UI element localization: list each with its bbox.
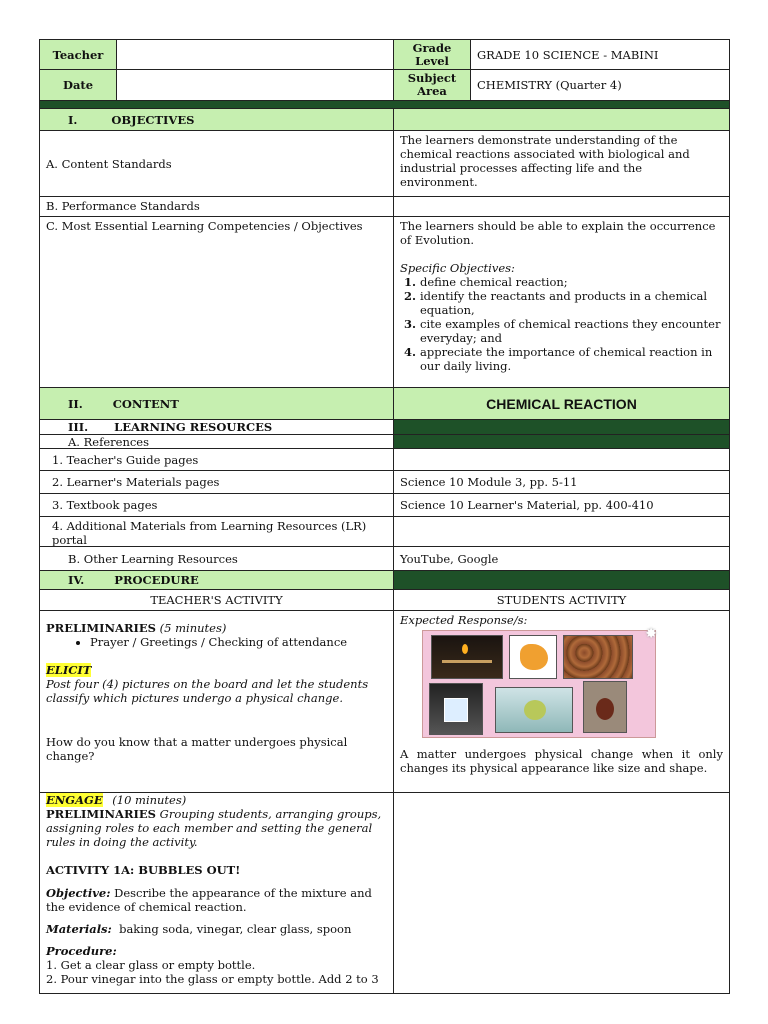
specific-objective-item: 4. appreciate the importance of chemical reaction in our daily living.: [420, 345, 723, 373]
procedure-num: IV.: [68, 573, 85, 587]
grade-value: GRADE 10 SCIENCE - MABINI: [470, 39, 730, 70]
resource-row-value: [393, 516, 730, 547]
grade-label: Grade Level: [393, 39, 471, 70]
rusty-chain-picture: [563, 635, 633, 679]
lesson-plan-table: [39, 39, 730, 994]
other-resources-label: B. Other Learning Resources: [39, 546, 394, 571]
teacher-field[interactable]: [116, 39, 394, 70]
preliminaries-time: (5 minutes): [159, 621, 227, 635]
melc-cell: [393, 216, 730, 388]
resource-row-value: Science 10 Module 3, pp. 5-11: [393, 470, 730, 494]
objective-label: Objective:: [46, 886, 111, 900]
other-resources-value: YouTube, Google: [393, 546, 730, 571]
objective-text: Describe the appearance of the mixture and the evidence of chemical reaction.: [46, 886, 372, 914]
preliminaries-title: PRELIMINARIES: [46, 621, 156, 635]
resource-row-label: 2. Learner's Materials pages: [39, 470, 394, 494]
content-standards-text: The learners demonstrate understanding of the chemical reactions associated with biological and industrial processes affecting life and the environment.: [393, 130, 730, 197]
resources-heading-right: [393, 419, 730, 435]
engage-teacher-cell: [39, 792, 394, 994]
procedure-heading: [39, 570, 394, 590]
references-label: A. References: [39, 434, 394, 449]
resources-heading: [39, 419, 394, 435]
resource-row-value: [393, 448, 730, 471]
burning-match-picture: [431, 635, 503, 679]
elicit-teacher-cell: [39, 610, 394, 793]
activity-title: ACTIVITY 1A: BUBBLES OUT!: [46, 863, 241, 877]
content-standards-label: A. Content Standards: [39, 130, 394, 197]
specific-objective-item: 3. cite examples of chemical reactions they encounter everyday; and: [420, 317, 723, 345]
procedure-step: 2. Pour vinegar into the glass or empty bottle. Add 2 to 3: [46, 972, 379, 986]
engage-preliminaries-title: PRELIMINARIES: [46, 807, 156, 821]
specific-objective-item: 1. define chemical reaction;: [420, 275, 723, 289]
content-heading: [39, 387, 394, 420]
preliminaries-bullet: • Prayer / Greetings / Checking of attendance: [90, 635, 387, 649]
content-title: CONTENT: [112, 396, 179, 411]
teacher-activity-header: TEACHER'S ACTIVITY: [39, 589, 394, 611]
sparkle-icon: ✸: [645, 626, 657, 642]
subject-label: Subject Area: [393, 69, 471, 101]
elicit-question: How do you know that a matter undergoes physical change?: [46, 735, 348, 763]
specific-objectives-label: Specific Objectives:: [400, 261, 515, 275]
resources-num: III.: [68, 420, 89, 434]
procedure-heading-right: [393, 570, 730, 590]
rotting-fruit-picture: [583, 681, 627, 733]
engage-preliminaries-text: Grouping students, arranging groups, assigning roles to each member and setting the general rules in doing the activity.: [46, 807, 382, 849]
resources-title: LEARNING RESOURCES: [114, 420, 273, 434]
objectives-heading-right: [393, 108, 730, 131]
specific-objectives-list: [400, 275, 723, 373]
subject-value: CHEMISTRY (Quarter 4): [470, 69, 730, 101]
references-right: [393, 434, 730, 449]
objectives-heading: [39, 108, 394, 131]
objectives-title: OBJECTIVES: [111, 112, 195, 127]
engage-student-cell: [393, 792, 730, 994]
expected-response-label: Expected Response/s:: [400, 613, 528, 627]
teacher-label: Teacher: [39, 39, 117, 70]
expected-answer: A matter undergoes physical change when it only changes its physical appearance like size and shape.: [400, 747, 723, 775]
resource-row-label: 3. Textbook pages: [39, 493, 394, 517]
student-activity-header: STUDENTS ACTIVITY: [393, 589, 730, 611]
melc-text: The learners should be able to explain the occurrence of Evolution.: [400, 219, 716, 247]
objectives-num: I.: [68, 112, 78, 127]
date-field[interactable]: [116, 69, 394, 101]
content-topic: CHEMICAL REACTION: [393, 387, 730, 420]
procedure-label: Procedure:: [46, 944, 117, 958]
stomach-picture: [509, 635, 557, 679]
resource-row-label: 1. Teacher's Guide pages: [39, 448, 394, 471]
elicit-student-cell: [393, 610, 730, 793]
engage-time: (10 minutes): [112, 793, 187, 807]
resource-row-value: Science 10 Learner's Material, pp. 400-410: [393, 493, 730, 517]
specific-objective-item: 2. identify the reactants and products in a chemical equation,: [420, 289, 723, 317]
elicit-text: Post four (4) pictures on the board and let the students classify which pictures undergo a physical change.: [46, 677, 369, 705]
procedure-step: 1. Get a clear glass or empty bottle.: [46, 958, 256, 972]
performance-standards-label: B. Performance Standards: [39, 196, 394, 217]
date-label: Date: [39, 69, 117, 101]
crumpled-paper-picture: [495, 687, 573, 733]
pictures-collage: [422, 626, 657, 738]
materials-text: baking soda, vinegar, clear glass, spoon: [119, 922, 352, 936]
resource-row-label: 4. Additional Materials from Learning Resources (LR) portal: [39, 516, 394, 547]
content-num: II.: [68, 396, 83, 411]
elicit-tag: ELICIT: [46, 663, 92, 677]
materials-label: Materials:: [46, 922, 112, 936]
performance-standards-value: [393, 196, 730, 217]
ice-cubes-picture: [429, 683, 483, 735]
melc-label: C. Most Essential Learning Competencies / Objectives: [39, 216, 394, 388]
procedure-title: PROCEDURE: [114, 573, 199, 587]
engage-tag: ENGAGE: [46, 793, 103, 807]
